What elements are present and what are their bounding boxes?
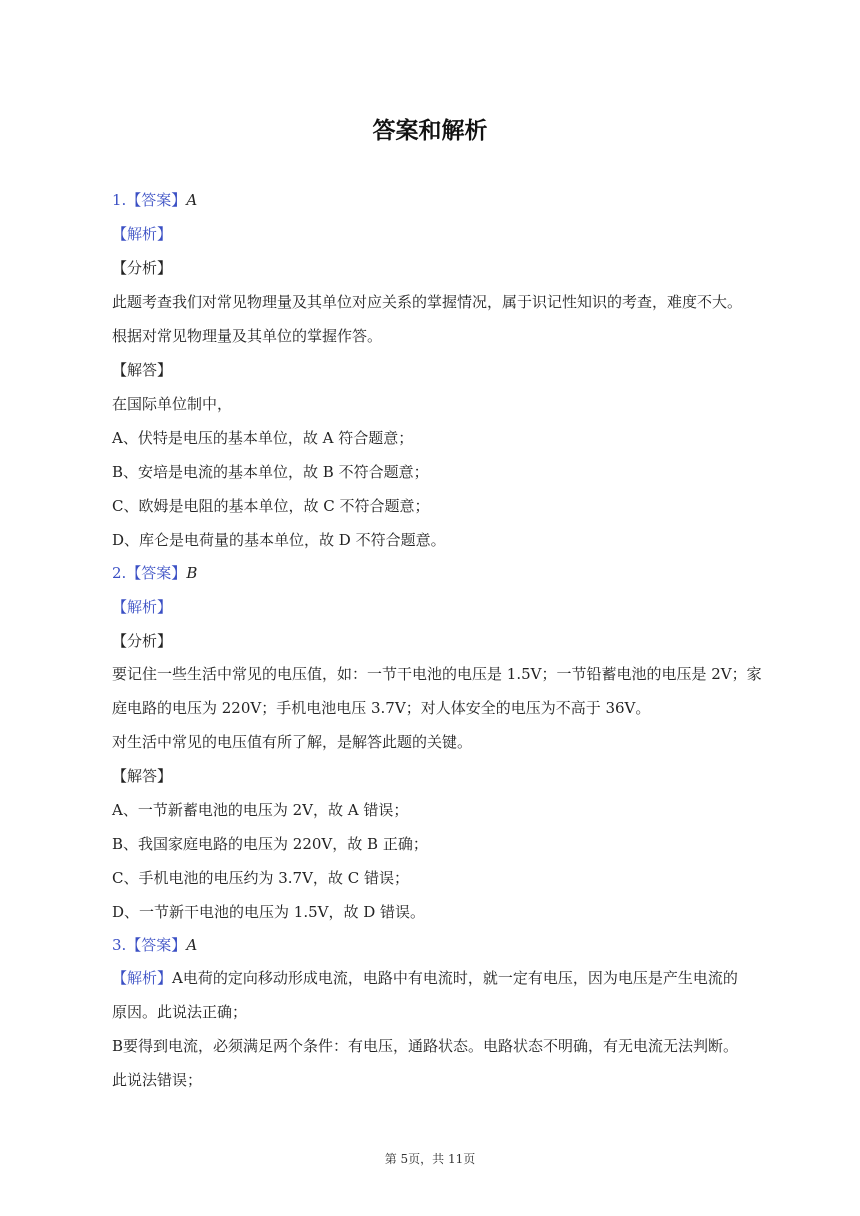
page-title: 答案和解析: [372, 118, 488, 144]
q1-analysis-label: 【解析】: [112, 225, 173, 243]
q2-fenxi-text-3: 对生活中常见的电压值有所了解，是解答此题的关键。: [112, 733, 473, 751]
q2-fenxi-text-1: 要记住一些生活中常见的电压值，如：一节干电池的电压是 1.5V；一节铅蓄电池的电压是 2V；家: [112, 665, 762, 683]
q3-analysis-text-4: 此说法错误；: [112, 1071, 203, 1089]
q1-answer-label: 1.【答案】: [112, 191, 187, 209]
q1-option-b: B、安培是电流的基本单位，故 B 不符合题意；: [112, 463, 429, 481]
q2-option-b: B、我国家庭电路的电压为 220V，故 B 正确；: [112, 835, 428, 853]
q1-option-a: A、伏特是电压的基本单位，故 A 符合题意；: [112, 429, 414, 447]
q1-fenxi-text-2: 根据对常见物理量及其单位的掌握作答。: [112, 327, 383, 345]
q1-fenxi-label: 【分析】: [112, 259, 173, 277]
q2-answer-value: B: [186, 564, 198, 582]
q1-fenxi-text-1: 此题考查我们对常见物理量及其单位对应关系的掌握情况，属于识记性知识的考查，难度不大。: [112, 293, 743, 311]
q1-answer-line: [112, 190, 752, 210]
q2-option-d: D、一节新干电池的电压为 1.5V，故 D 错误。: [112, 903, 426, 921]
q1-option-d: D、库仑是电荷量的基本单位，故 D 不符合题意。: [112, 531, 446, 549]
q3-answer-label: 3.【答案】: [112, 936, 187, 954]
q2-option-c: C、手机电池的电压约为 3.7V，故 C 错误；: [112, 869, 409, 887]
q3-answer-value: A: [186, 936, 198, 954]
q3-analysis-label: 【解析】: [112, 969, 173, 987]
q1-jieda-intro: 在国际单位制中，: [112, 395, 233, 413]
q2-answer-line: [112, 563, 752, 583]
q3-analysis-text-1: A电荷的定向移动形成电流，电路中有电流时，就一定有电压，因为电压是产生电流的: [172, 969, 738, 987]
q2-jieda-label: 【解答】: [112, 767, 173, 785]
q2-fenxi-label: 【分析】: [112, 632, 173, 650]
page-footer: 第 5页，共 11页: [384, 1152, 476, 1166]
q1-jieda-label: 【解答】: [112, 361, 173, 379]
q1-answer-value: A: [186, 191, 198, 209]
q2-answer-label: 2.【答案】: [112, 564, 187, 582]
q3-analysis-text-2: 原因。此说法正确；: [112, 1003, 248, 1021]
q2-option-a: A、一节新蓄电池的电压为 2V，故 A 错误；: [112, 801, 409, 819]
q2-fenxi-text-2: 庭电路的电压为 220V；手机电池电压 3.7V；对人体安全的电压为不高于 36V。: [112, 699, 651, 717]
q3-analysis-line-1: [112, 968, 752, 988]
q3-answer-line: [112, 935, 752, 955]
q3-analysis-text-3: B要得到电流，必须满足两个条件：有电压，通路状态。电路状态不明确，有无电流无法判断。: [112, 1037, 739, 1055]
q1-option-c: C、欧姆是电阻的基本单位，故 C 不符合题意；: [112, 497, 430, 515]
q2-analysis-label: 【解析】: [112, 598, 173, 616]
